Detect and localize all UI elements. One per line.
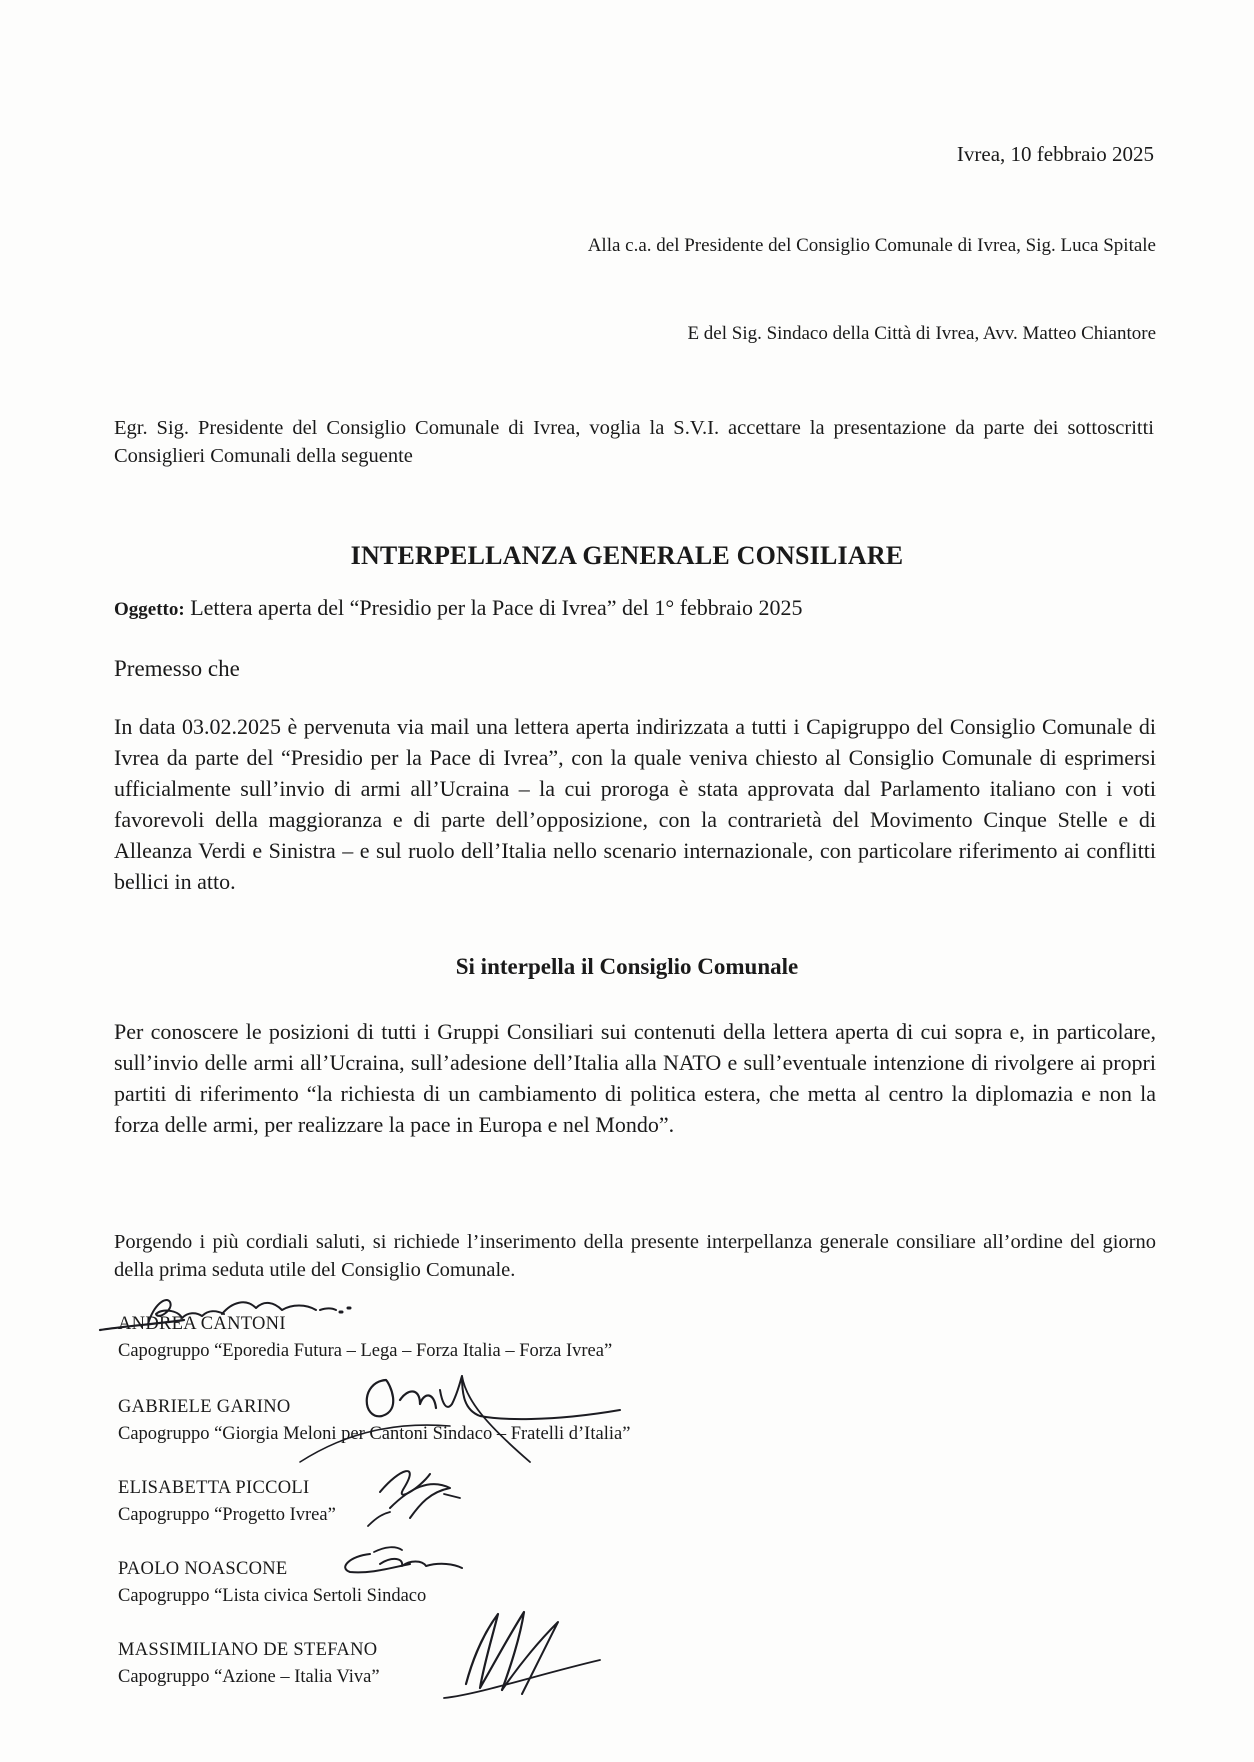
signatory-block-5 (118, 1637, 380, 1691)
body-paragraph-1: In data 03.02.2025 è pervenuta via mail una lettera aperta indirizzata a tutti i Capigruppo del Consiglio Comunale di Ivrea da parte del “Presidio per la Pace di Ivrea”, con la quale veniva chiesto al Consiglio Comunale di esprimersi ufficialmente sull’invio di armi all’Ucraina – la cui proroga è stata approvata dal Parlamento italiano con i voti favorevoli della maggioranza e di parte dell’opposizione, con la contrarietà del Movimento Cinque Stelle e di Alleanza Verdi e Sinistra – e sul ruolo dell’Italia nello scenario internazionale, con particolare riferimento ai conflitti bellici in atto. (114, 714, 1156, 894)
recipient-president: Alla c.a. del Presidente del Consiglio Comunale di Ivrea, Sig. Luca Spitale (587, 235, 1156, 256)
signatory-name: MASSIMILIANO DE STEFANO (118, 1640, 378, 1660)
handwritten-signature (360, 1448, 480, 1538)
signatory-name: PAOLO NOASCONE (118, 1559, 288, 1579)
handwritten-signature (440, 1594, 610, 1704)
subject-label: Oggetto: (114, 599, 185, 620)
handwritten-signature (330, 1538, 480, 1598)
handwritten-signature (96, 1290, 366, 1346)
signatory-role: Capogruppo “Eporedia Futura – Lega – Forza Italia – Forza Ivrea” (118, 1341, 613, 1361)
signatory-role: Capogruppo “Progetto Ivrea” (118, 1505, 336, 1525)
signatory-name: ANDREA CANTONI (118, 1314, 286, 1334)
signatory-role: Capogruppo “Azione – Italia Viva” (118, 1667, 380, 1687)
premesso-heading: Premesso che (114, 656, 240, 681)
recipient-mayor: E del Sig. Sindaco della Città di Ivrea, Avv. Matteo Chiantore (687, 323, 1156, 344)
signatory-role: Capogruppo “Giorgia Meloni per Cantoni Sindaco – Fratelli d’Italia” (118, 1424, 631, 1444)
signatory-role: Capogruppo “Lista civica Sertoli Sindaco (118, 1586, 427, 1606)
signatory-block-3 (118, 1475, 336, 1529)
subject-text: Lettera aperta del “Presidio per la Pace di Ivrea” del 1° febbraio 2025 (190, 595, 803, 620)
interpellation-heading: Si interpella il Consiglio Comunale (455, 954, 799, 979)
signatory-name: GABRIELE GARINO (118, 1397, 291, 1417)
intro-paragraph: Egr. Sig. Presidente del Consiglio Comunale di Ivrea, voglia la S.V.I. accettare la presentazione da parte dei sottoscritti Consiglieri Comunali della seguente (114, 417, 1154, 467)
closing-paragraph: Porgendo i più cordiali saluti, si richiede l’inserimento della presente interpellanza generale consiliare all’ordine del giorno della prima seduta utile del Consiglio Comunale. (114, 1231, 1156, 1281)
letter-date: Ivrea, 10 febbraio 2025 (956, 142, 1154, 166)
subject-line (114, 595, 803, 621)
handwritten-signature (290, 1370, 690, 1470)
document-title: INTERPELLANZA GENERALE CONSILIARE (350, 541, 904, 570)
body-paragraph-2: Per conoscere le posizioni di tutti i Gruppi Consiliari sui contenuti della lettera aperta di cui sopra e, in particolare, sull’invio delle armi all’Ucraina, sull’adesione dell’Italia alla NATO e sull’eventuale intenzione di rivolgere ai propri partiti di riferimento “la richiesta di un cambiamento di politica estera, che metta al centro la diplomazia e non la forza delle armi, per realizzare la pace in Europa e nel Mondo”. (114, 1019, 1156, 1137)
signatory-name: ELISABETTA PICCOLI (118, 1478, 310, 1498)
